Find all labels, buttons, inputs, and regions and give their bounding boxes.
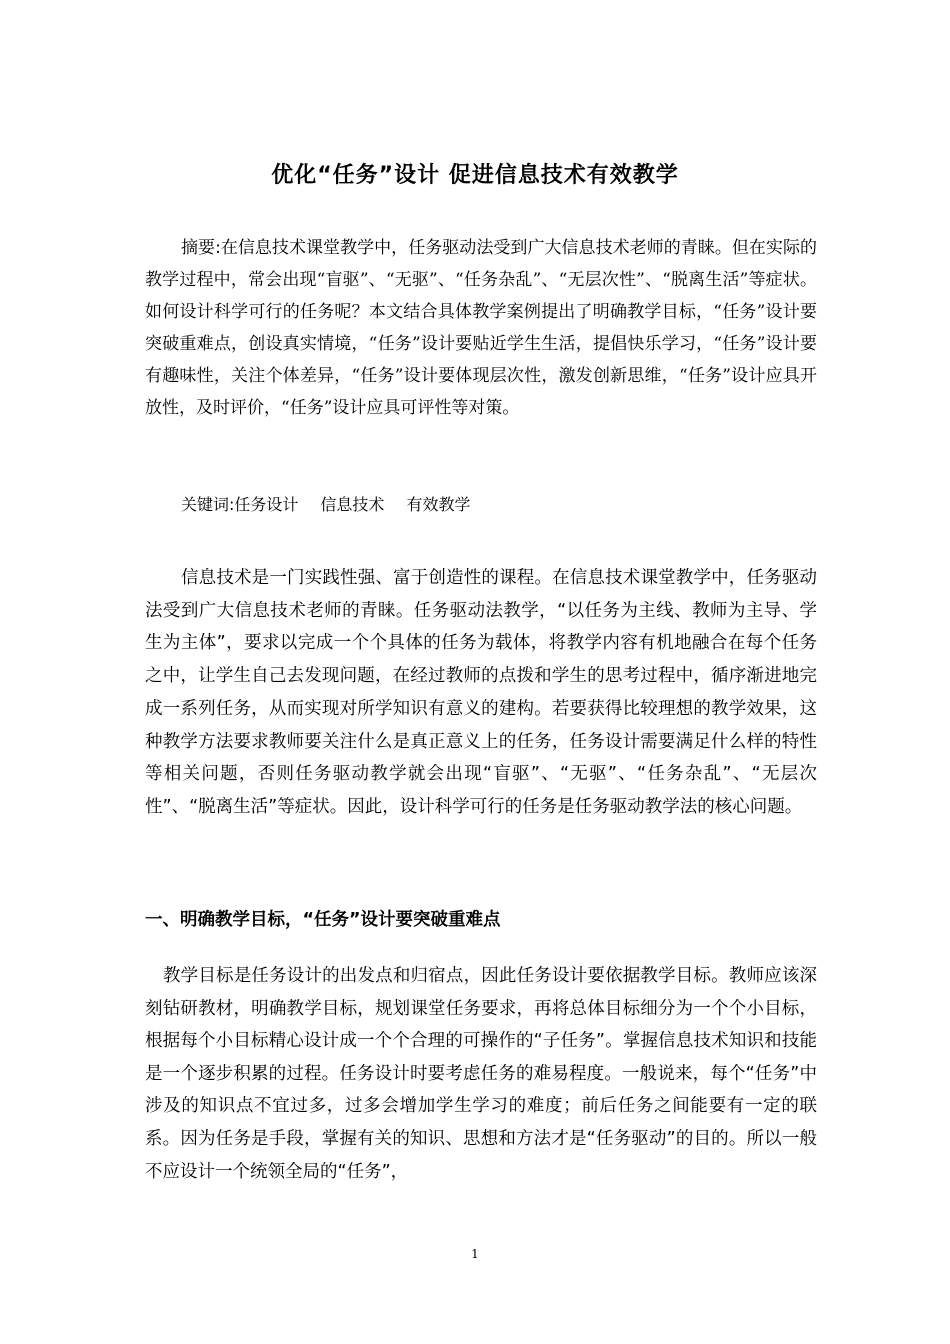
keywords-label: 关键词: xyxy=(181,495,235,514)
section-heading: 一、明确教学目标，“任务”设计要突破重难点 xyxy=(145,910,501,930)
document-title: 优化“任务”设计 促进信息技术有效教学 xyxy=(271,163,679,188)
page-number: 1 xyxy=(471,1247,479,1261)
keyword-item: 任务设计 xyxy=(234,495,299,514)
keyword-item: 信息技术 xyxy=(320,495,385,514)
abstract-label: 摘要: xyxy=(181,238,221,258)
section-paragraph: 教学目标是任务设计的出发点和归宿点，因此任务设计要依据教学目标。教师应该深刻钻研教材，明确教学目标，规划课堂任务要求，再将总体目标细分为一个个小目标，根据每个小目标精心设计成一个个合理的可操作的“子任务”。掌握信息技术知识和技能是一个逐步积累的过程。任务设计时要考虑任务的难易程度。一般说来，每个“任务”中涉及的知识点不宜过多，过多会增加学生学习的难度；前后任务之间能要有一定的联系。因为任务是手段，掌握有关的知识、思想和方法才是“任务驱动”的目的。所以一般不应设计一个统领全局的“任务”， xyxy=(145,966,817,1182)
keywords-line xyxy=(181,492,492,515)
abstract-text: 在信息技术课堂教学中，任务驱动法受到广大信息技术老师的青睐。但在实际的教学过程中，常会出现“盲驱”、“无驱”、“任务杂乱”、“无层次性”、“脱离生活”等症状。如何设计科学可行的任务呢？本文结合具体教学案例提出了明确教学目标，“任务”设计要突破重难点，创设真实情境，“任务”设计要贴近学生生活，提倡快乐学习，“任务”设计要有趣味性，关注个体差异，“任务”设计要体现层次性，激发创新思维，“任务”设计应具开放性，及时评价，“任务”设计应具可评性等对策。 xyxy=(145,238,817,418)
keyword-item: 有效教学 xyxy=(406,495,471,514)
abstract-paragraph xyxy=(145,232,817,424)
intro-paragraph: 信息技术是一门实践性强、富于创造性的课程。在信息技术课堂教学中，任务驱动法受到广大信息技术老师的青睐。任务驱动法教学，“以任务为主线、教师为主导、学生为主体”，要求以完成一个个具体的任务为载体，将教学内容有机地融合在每个任务之中，让学生自己去发现问题，在经过教师的点拨和学生的思考过程中，循序渐进地完成一系列任务，从而实现对所学知识有意义的建构。若要获得比较理想的教学效果，这种教学方法要求教师要关注什么是真正意义上的任务，任务设计需要满足什么样的特性等相关问题，否则任务驱动教学就会出现“盲驱”、“无驱”、“任务杂乱”、“无层次性”、“脱离生活”等症状。因此，设计科学可行的任务是任务驱动教学法的核心问题。 xyxy=(145,568,817,817)
